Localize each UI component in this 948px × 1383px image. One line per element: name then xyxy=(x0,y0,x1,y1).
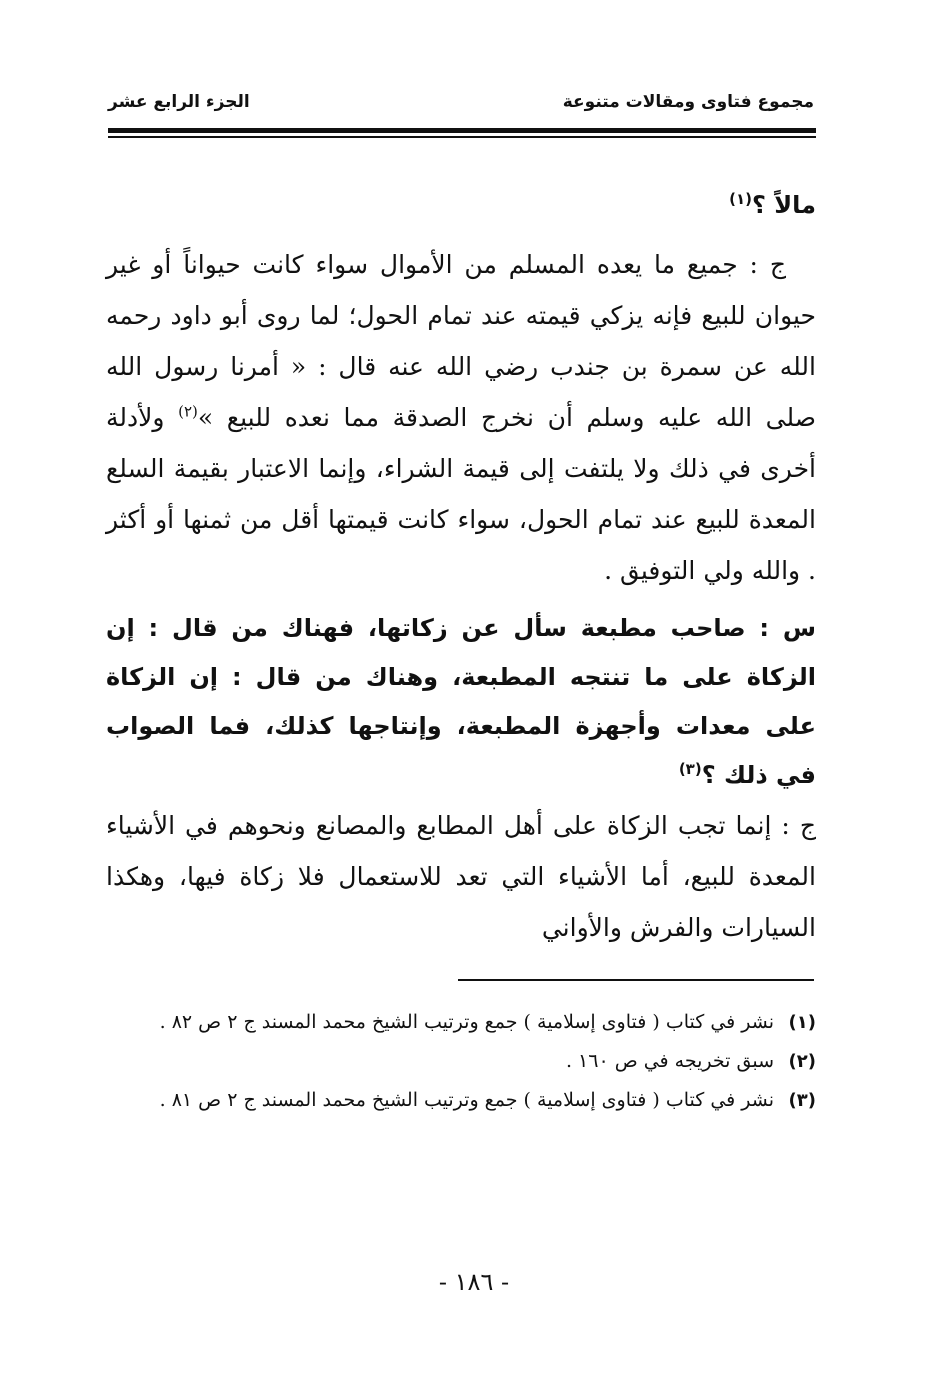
footnote-ref-1: (١) xyxy=(729,190,752,208)
footnote-text: نشر في كتاب ( فتاوى إسلامية ) جمع وترتيب الشيخ محمد المسند ج ٢ ص ٨١ . xyxy=(159,1089,774,1111)
answer-1-lead: ج : جميع ما يعده المسلم من الأموال سواء كانت حيواناً أو غير حيوان للبيع فإنه يزكي قيمته عند تمام الحول؛ لما روى أبو داود رحمه الله عن سمرة بن جندب رضي الله عنه قال : « أمرنا رسول الله صلى الله عليه وسلم أن نخرج الصدقة مما نعده للبيع » xyxy=(106,250,817,432)
running-header xyxy=(108,92,814,132)
answer-1-rest: ولأدلة أخرى في ذلك ولا يلتفت إلى قيمة الشراء، وإنما الاعتبار بقيمة السلع المعدة للبيع عند تمام الحول، سواء كانت قيمتها أقل من ثمنها أو أكثر . والله ولي التوفيق . xyxy=(106,403,816,585)
answer-paragraph-1 xyxy=(106,239,816,596)
page-number: - ١٨٦ - xyxy=(438,1268,510,1296)
question-tail-text: مالاً ؟ xyxy=(751,191,816,219)
footnote-number: (٢) xyxy=(788,1051,816,1072)
footnote-3 xyxy=(106,1081,816,1120)
footnote-ref-3: (٣) xyxy=(678,760,702,778)
body-text xyxy=(106,180,816,953)
footnote-text: نشر في كتاب ( فتاوى إسلامية ) جمع وترتيب الشيخ محمد المسند ج ٢ ص ٨٢ . xyxy=(159,1011,774,1033)
footnotes xyxy=(106,1003,816,1120)
footnote-ref-2: (٢) xyxy=(178,402,198,421)
footnote-separator xyxy=(458,979,814,981)
question-paragraph-2 xyxy=(106,604,816,800)
header-volume: الجزء الرابع عشر xyxy=(108,92,250,112)
header-rule-thick xyxy=(108,128,816,133)
footnote-text: سبق تخريجه في ص ١٦٠ . xyxy=(565,1050,774,1072)
answer-paragraph-2: ج : إنما تجب الزكاة على أهل المطابع والمصانع ونحوهم في الأشياء المعدة للبيع، أما الأشياء التي تعد للاستعمال فلا زكاة فيها، وهكذا السيارات والفرش والأواني xyxy=(106,811,816,942)
header-rule-thin xyxy=(108,136,816,138)
footnote-1 xyxy=(106,1003,816,1042)
question-tail xyxy=(106,180,816,231)
footnote-number: (٣) xyxy=(788,1090,816,1111)
question-2-text: س : صاحب مطبعة سأل عن زكاتها، فهناك من قال : إن الزكاة على ما تنتجه المطبعة، وهناك من قال : إن الزكاة على معدات وأجهزة المطبعة، وإنتاجها كذلك، فما الصواب في ذلك ؟ xyxy=(106,614,816,789)
footnote-number: (١) xyxy=(788,1012,816,1033)
footnote-2 xyxy=(106,1042,816,1081)
header-series-title: مجموع فتاوى ومقالات متنوعة xyxy=(562,92,814,112)
